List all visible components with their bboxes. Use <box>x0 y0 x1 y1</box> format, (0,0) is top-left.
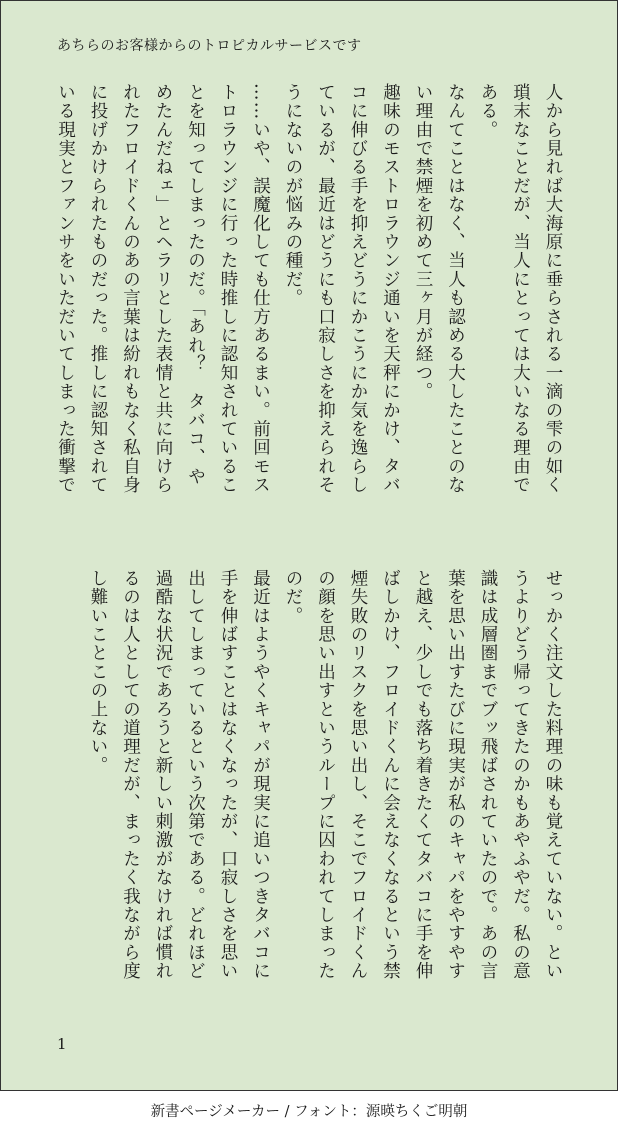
text-line: るのは人としての道理だが、まったく我ながら度 <box>120 569 141 981</box>
text-line: 瑣末なことだが、当人にとっては大いなる理由で <box>510 83 531 495</box>
text-line: とを知ってしまったのだ。「あれ？ タバコ、や <box>185 83 206 486</box>
text-line: いる現実とファンサをいただいてしまった衝撃で <box>55 83 76 495</box>
page-number: 1 <box>57 1035 67 1053</box>
lower-text-block <box>82 569 570 1009</box>
text-line: 人から見れば大海原に垂らされる一滴の雫の如く <box>543 83 563 495</box>
text-line: 煙失敗のリスクを思い出し、そこでフロイドくん <box>348 569 368 981</box>
text-line: うよりどう帰ってきたのかもあやふやだ。私の意 <box>510 569 531 981</box>
text-line: トロラウンジに行った時推しに認知されているこ <box>218 83 238 495</box>
text-line: と越え、少しでも落ち着きたくてタバコに手を伸 <box>413 569 433 981</box>
text-line: ある。 <box>478 83 498 140</box>
text-line: し難いことこの上ない。 <box>88 569 108 775</box>
page-header: あちらのお客様からのトロピカルサービスです <box>57 38 362 54</box>
text-line: い理由で禁煙を初めて三ヶ月が経つ。 <box>413 83 433 401</box>
text-line: コに伸びる手を抑えどうにかこうにか気を逸らし <box>348 83 368 495</box>
text-line: 葉を思い出すたびに現実が私のキャパをやすやす <box>445 569 466 981</box>
footer-credit: 新書ページメーカー / フォント：源暎ちくご明朝 <box>150 1104 468 1120</box>
text-line: せっかく注文した料理の味も覚えていない。とい <box>543 569 563 981</box>
text-line: なんてことはなく、当人も認める大したことのな <box>445 83 466 495</box>
text-line: に投げかけられたものだった。推しに認知されて <box>88 83 108 495</box>
text-line: 手を伸ばすことはなくなったが、口寂しさを思い <box>218 569 238 981</box>
text-line: めたんだねェ」とヘラリとした表情と共に向けら <box>153 83 173 495</box>
text-line: 識は成層圏までブッ飛ばされていたので。あの言 <box>478 569 498 981</box>
text-line: 最近はようやくキャパが現実に追いつきタバコに <box>250 569 271 981</box>
text-line: ばしかけ、フロイドくんに会えなくなるという禁 <box>380 569 401 981</box>
text-line: れたフロイドくんのあの言葉は紛れもなく私自身 <box>120 83 141 495</box>
text-line: ……いや、誤魔化しても仕方あるまい。前回モス <box>250 83 271 495</box>
text-line: のだ。 <box>283 569 303 626</box>
text-line: 趣味のモストロラウンジ通いを天秤にかけ、タバ <box>380 83 401 495</box>
text-line: 出してしまっているという次第である。どれほど <box>185 569 206 981</box>
text-line: の顔を思い出すというループに囚われてしまった <box>315 569 336 981</box>
text-line: うにないのが悩みの種だ。 <box>283 83 303 308</box>
text-line: 過酷な状況であろうと新しい刺激がなければ慣れ <box>153 569 173 981</box>
upper-text-block <box>49 83 569 523</box>
text-line: ているが、最近はどうにも口寂しさを抑えられそ <box>315 83 336 495</box>
